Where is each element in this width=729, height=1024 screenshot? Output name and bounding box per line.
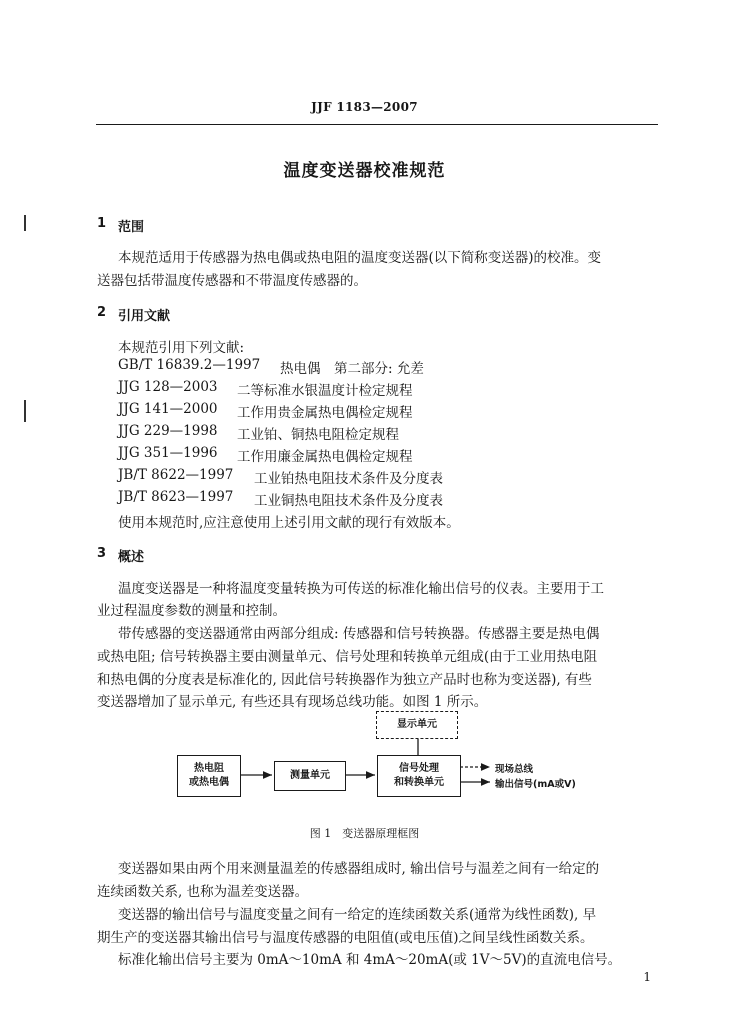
section-1-text-line: 送器包括带温度传感器和不带温度传感器的。 (97, 273, 367, 289)
section-2-intro: 本规范引用下列文献: (118, 340, 245, 356)
section-3-text-line: 业过程温度参数的测量和控制。 (97, 603, 286, 619)
figure-caption: 图 1 变送器原理框图 (309, 827, 420, 840)
section-3-text-line: 期生产的变送器其输出信号与温度传感器的电阻值(或电压值)之间呈线性函数关系。 (97, 930, 594, 946)
section-3-text-line: 变送器增加了显示单元, 有些还具有现场总线功能。如图 1 所示。 (97, 694, 488, 710)
reference-title: 工作用贵金属热电偶检定规程 (237, 405, 413, 421)
reference-title: 二等标准水银温度计检定规程 (237, 383, 413, 399)
sensor-label-line: 或热电偶 (189, 777, 229, 788)
reference-title: 工业铜热电阻技术条件及分度表 (254, 493, 443, 509)
measurement-unit-label: 测量单元 (290, 770, 330, 781)
signal-processing-label-line: 信号处理 (399, 763, 439, 774)
fieldbus-output-label: 现场总线 (495, 764, 534, 775)
reference-title: 工作用廉金属热电偶检定规程 (237, 449, 413, 465)
section-1-title: 范围 (118, 220, 145, 235)
section-3-text-line: 或热电阻; 信号转换器主要由测量单元、信号处理和转换单元组成(由于工业用热电阻 (97, 649, 598, 665)
section-3-text-line: 变送器如果由两个用来测量温差的传感器组成时, 输出信号与温差之间有一给定的 (118, 861, 600, 877)
reference-title: 热电偶 第二部分: 允差 (280, 361, 424, 377)
reference-code: JB/T 8622—1997 (118, 467, 234, 483)
signal-output-label: 输出信号(mA或V) (495, 779, 576, 790)
section-3-text-line: 温度变送器是一种将温度变量转换为可传送的标准化输出信号的仪表。主要用于工 (118, 581, 604, 597)
section-3-number: 3 (97, 546, 107, 561)
section-2-number: 2 (97, 305, 107, 320)
signal-processing-box (377, 755, 461, 797)
section-2-closing: 使用本规范时,应注意使用上述引用文献的现行有效版本。 (118, 515, 460, 531)
reference-title: 工业铂热电阻技术条件及分度表 (254, 471, 443, 487)
measurement-unit-box (274, 761, 346, 791)
reference-code: GB/T 16839.2—1997 (118, 357, 261, 373)
sensor-box (177, 755, 241, 797)
reference-code: JJG 128—2003 (118, 379, 218, 395)
section-1-number: 1 (97, 216, 107, 231)
document-title: 温度变送器校准规范 (283, 161, 446, 181)
reference-code: JB/T 8623—1997 (118, 489, 234, 505)
section-3-text-line: 带传感器的变送器通常由两部分组成: 传感器和信号转换器。传感器主要是热电偶 (118, 626, 600, 642)
section-2-title: 引用文献 (118, 309, 171, 324)
display-unit-label: 显示单元 (397, 719, 437, 730)
reference-code: JJG 229—1998 (118, 423, 218, 439)
reference-code: JJG 351—1996 (118, 445, 218, 461)
reference-title: 工业铂、铜热电阻检定规程 (237, 427, 399, 443)
section-1-text-line: 本规范适用于传感器为热电偶或热电阻的温度变送器(以下简称变送器)的校准。变 (118, 250, 602, 266)
reference-code: JJG 141—2000 (118, 401, 218, 417)
sensor-label-line: 热电阻 (194, 763, 224, 774)
section-3-text-line: 连续函数关系, 也称为温差变送器。 (97, 884, 309, 900)
page-number: 1 (643, 970, 651, 984)
section-3-title: 概述 (118, 550, 145, 565)
standard-code-header: JJF 1183—2007 (311, 100, 418, 114)
signal-processing-label-line: 和转换单元 (394, 777, 444, 788)
display-unit-box (376, 711, 458, 739)
section-3-text-line: 和热电偶的分度表是标准化的, 因此信号转换器作为独立产品时也称为变送器), 有些 (97, 672, 592, 688)
section-3-text-line: 变送器的输出信号与温度变量之间有一给定的连续函数关系(通常为线性函数), 早 (118, 907, 597, 923)
section-3-text-line: 标准化输出信号主要为 0mA～10mA 和 4mA～20mA(或 1V～5V)的直流电信号。 (118, 952, 622, 968)
